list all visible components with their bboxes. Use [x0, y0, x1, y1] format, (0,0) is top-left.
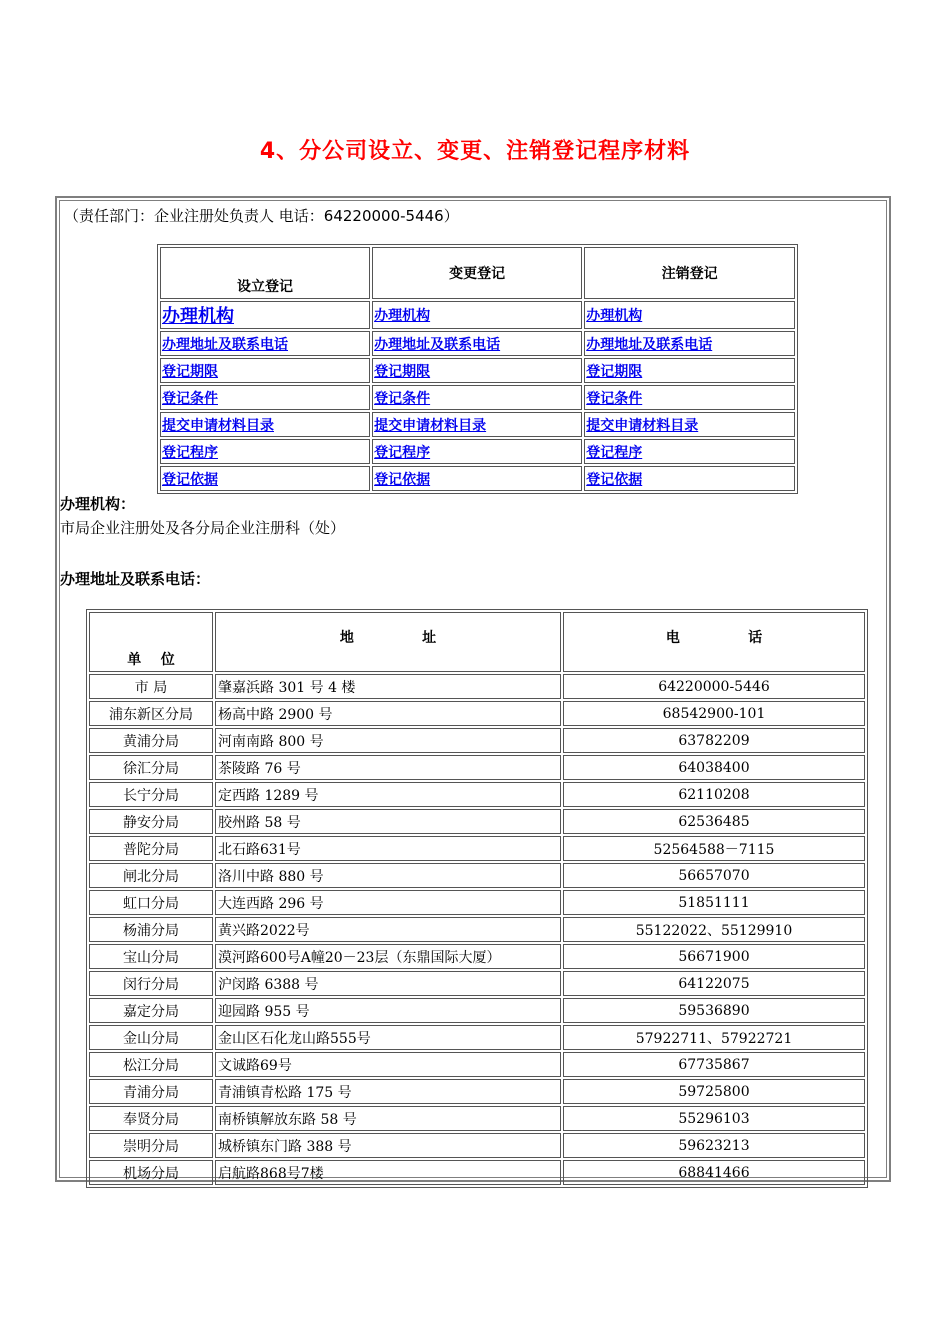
phone-cell: 52564588－7115 — [563, 836, 865, 861]
nav-cell — [584, 412, 795, 437]
phone-cell: 68542900-101 — [563, 701, 865, 726]
unit-cell: 虹口分局 — [89, 890, 213, 915]
nav-cell — [584, 331, 795, 356]
unit-cell: 闸北分局 — [89, 863, 213, 888]
nav-header-row — [160, 247, 795, 299]
nav-cell — [160, 301, 370, 329]
nav-cell — [372, 466, 582, 491]
unit-cell: 青浦分局 — [89, 1079, 213, 1104]
address-cell: 漠河路600号A幢20－23层（东鼎国际大厦） — [215, 944, 561, 969]
phone-cell: 51851111 — [563, 890, 865, 915]
phone-cell: 68841466 — [563, 1160, 865, 1185]
agency-section-text: 市局企业注册处及各分局企业注册科（处） — [60, 519, 346, 537]
table-row — [89, 1133, 865, 1158]
table-row — [89, 836, 865, 861]
address-cell: 沪闵路 6388 号 — [215, 971, 561, 996]
establish-link-basis[interactable]: 登记依据 — [162, 471, 218, 488]
unit-cell: 崇明分局 — [89, 1133, 213, 1158]
nav-cell — [372, 301, 582, 329]
unit-cell: 黄浦分局 — [89, 728, 213, 753]
phone-cell: 63782209 — [563, 728, 865, 753]
establish-link-procedure[interactable]: 登记程序 — [162, 444, 218, 461]
phone-cell: 56671900 — [563, 944, 865, 969]
table-row — [89, 1025, 865, 1050]
cancel-link-basis[interactable]: 登记依据 — [586, 471, 643, 488]
address-cell: 黄兴路2022号 — [215, 917, 561, 942]
unit-cell: 金山分局 — [89, 1025, 213, 1050]
address-cell: 肇嘉浜路 301 号 4 楼 — [215, 674, 561, 699]
nav-cell — [160, 385, 370, 410]
nav-cell — [584, 466, 795, 491]
phone-cell: 56657070 — [563, 863, 865, 888]
address-header-row — [89, 612, 865, 672]
unit-cell: 长宁分局 — [89, 782, 213, 807]
table-row — [89, 701, 865, 726]
table-row — [89, 890, 865, 915]
nav-row — [160, 301, 795, 329]
nav-cell — [372, 439, 582, 464]
header-phone: 电 话 — [563, 612, 865, 672]
nav-row — [160, 412, 795, 437]
address-cell: 启航路868号7楼 — [215, 1160, 561, 1185]
address-cell: 茶陵路 76 号 — [215, 755, 561, 780]
address-cell: 大连西路 296 号 — [215, 890, 561, 915]
address-cell: 洛川中路 880 号 — [215, 863, 561, 888]
cancel-link-materials[interactable]: 提交申请材料目录 — [586, 417, 699, 434]
nav-row — [160, 358, 795, 383]
address-cell: 金山区石化龙山路555号 — [215, 1025, 561, 1050]
nav-row — [160, 331, 795, 356]
header-address: 地 址 — [215, 612, 561, 672]
phone-cell: 62110208 — [563, 782, 865, 807]
phone-cell: 59623213 — [563, 1133, 865, 1158]
establish-link-address[interactable]: 办理地址及联系电话 — [162, 336, 288, 353]
change-link-basis[interactable]: 登记依据 — [374, 471, 431, 488]
cancel-link-period[interactable]: 登记期限 — [586, 363, 643, 380]
registration-nav-table — [157, 244, 798, 494]
nav-cell — [372, 331, 582, 356]
address-cell: 南桥镇解放东路 58 号 — [215, 1106, 561, 1131]
nav-cell — [584, 439, 795, 464]
table-row — [89, 998, 865, 1023]
establish-link-materials[interactable]: 提交申请材料目录 — [162, 417, 274, 434]
address-cell: 青浦镇青松路 175 号 — [215, 1079, 561, 1104]
establish-link-period[interactable]: 登记期限 — [162, 363, 218, 380]
nav-cell — [584, 301, 795, 329]
unit-cell: 市 局 — [89, 674, 213, 699]
address-section-title: 办理地址及联系电话： — [60, 570, 211, 588]
phone-cell: 59536890 — [563, 998, 865, 1023]
nav-cell — [160, 331, 370, 356]
phone-cell: 55296103 — [563, 1106, 865, 1131]
table-row — [89, 971, 865, 996]
address-cell: 城桥镇东门路 388 号 — [215, 1133, 561, 1158]
phone-cell: 64220000-5446 — [563, 674, 865, 699]
table-row — [89, 728, 865, 753]
cancel-link-procedure[interactable]: 登记程序 — [586, 444, 643, 461]
change-link-address[interactable]: 办理地址及联系电话 — [374, 336, 501, 353]
unit-cell: 宝山分局 — [89, 944, 213, 969]
unit-cell: 嘉定分局 — [89, 998, 213, 1023]
note-suffix: ） — [443, 207, 459, 225]
address-cell: 河南南路 800 号 — [215, 728, 561, 753]
responsible-dept-note — [64, 205, 459, 226]
address-cell: 胶州路 58 号 — [215, 809, 561, 834]
unit-cell: 杨浦分局 — [89, 917, 213, 942]
unit-cell: 奉贤分局 — [89, 1106, 213, 1131]
phone-cell: 67735867 — [563, 1052, 865, 1077]
phone-cell: 59725800 — [563, 1079, 865, 1104]
phone-cell: 64122075 — [563, 971, 865, 996]
address-cell: 北石路631号 — [215, 836, 561, 861]
table-row — [89, 863, 865, 888]
page-title: 4、分公司设立、变更、注销登记程序材料 — [259, 139, 691, 164]
nav-header-cancel: 注销登记 — [584, 247, 795, 299]
table-row — [89, 1160, 865, 1185]
nav-cell — [584, 385, 795, 410]
table-row — [89, 917, 865, 942]
nav-cell — [160, 358, 370, 383]
address-table-body — [89, 674, 865, 1185]
nav-cell — [584, 358, 795, 383]
phone-cell: 55122022、55129910 — [563, 917, 865, 942]
nav-row — [160, 466, 795, 491]
content-frame — [55, 196, 891, 1182]
change-link-agency[interactable]: 办理机构 — [374, 308, 431, 324]
nav-cell — [160, 412, 370, 437]
establish-link-agency[interactable]: 办理机构 — [162, 306, 234, 327]
nav-header-change: 变更登记 — [372, 247, 582, 299]
unit-cell: 普陀分局 — [89, 836, 213, 861]
nav-cell — [160, 439, 370, 464]
change-link-conditions[interactable]: 登记条件 — [374, 390, 431, 407]
cancel-link-address[interactable]: 办理地址及联系电话 — [586, 336, 713, 353]
change-link-procedure[interactable]: 登记程序 — [374, 444, 431, 461]
unit-cell: 静安分局 — [89, 809, 213, 834]
table-row — [89, 944, 865, 969]
nav-row — [160, 385, 795, 410]
unit-cell: 徐汇分局 — [89, 755, 213, 780]
unit-cell: 闵行分局 — [89, 971, 213, 996]
table-row — [89, 674, 865, 699]
agency-section-title: 办理机构： — [60, 495, 136, 513]
address-cell: 文诚路69号 — [215, 1052, 561, 1077]
phone-cell: 57922711、57922721 — [563, 1025, 865, 1050]
table-row — [89, 1079, 865, 1104]
phone-cell: 64038400 — [563, 755, 865, 780]
note-prefix: （责任部门：企业注册处负责人 电话： — [64, 207, 324, 225]
nav-cell — [372, 412, 582, 437]
nav-header-establish: 设立登记 — [160, 247, 370, 299]
table-row — [89, 1106, 865, 1131]
nav-row — [160, 439, 795, 464]
establish-link-conditions[interactable]: 登记条件 — [162, 390, 218, 407]
header-unit: 单 位 — [89, 612, 213, 672]
nav-cell — [160, 466, 370, 491]
cancel-link-agency[interactable]: 办理机构 — [586, 308, 643, 324]
address-table — [86, 609, 868, 1188]
cancel-link-conditions[interactable]: 登记条件 — [586, 390, 643, 407]
table-row — [89, 1052, 865, 1077]
address-cell: 迎园路 955 号 — [215, 998, 561, 1023]
unit-cell: 松江分局 — [89, 1052, 213, 1077]
phone-cell: 62536485 — [563, 809, 865, 834]
unit-cell: 浦东新区分局 — [89, 701, 213, 726]
nav-cell — [372, 358, 582, 383]
table-row — [89, 755, 865, 780]
change-link-materials[interactable]: 提交申请材料目录 — [374, 417, 487, 434]
note-phone: 64220000-5446 — [323, 207, 444, 225]
table-row — [89, 809, 865, 834]
table-row — [89, 782, 865, 807]
unit-cell: 机场分局 — [89, 1160, 213, 1185]
address-cell: 杨高中路 2900 号 — [215, 701, 561, 726]
nav-cell — [372, 385, 582, 410]
address-cell: 定西路 1289 号 — [215, 782, 561, 807]
change-link-period[interactable]: 登记期限 — [374, 363, 431, 380]
